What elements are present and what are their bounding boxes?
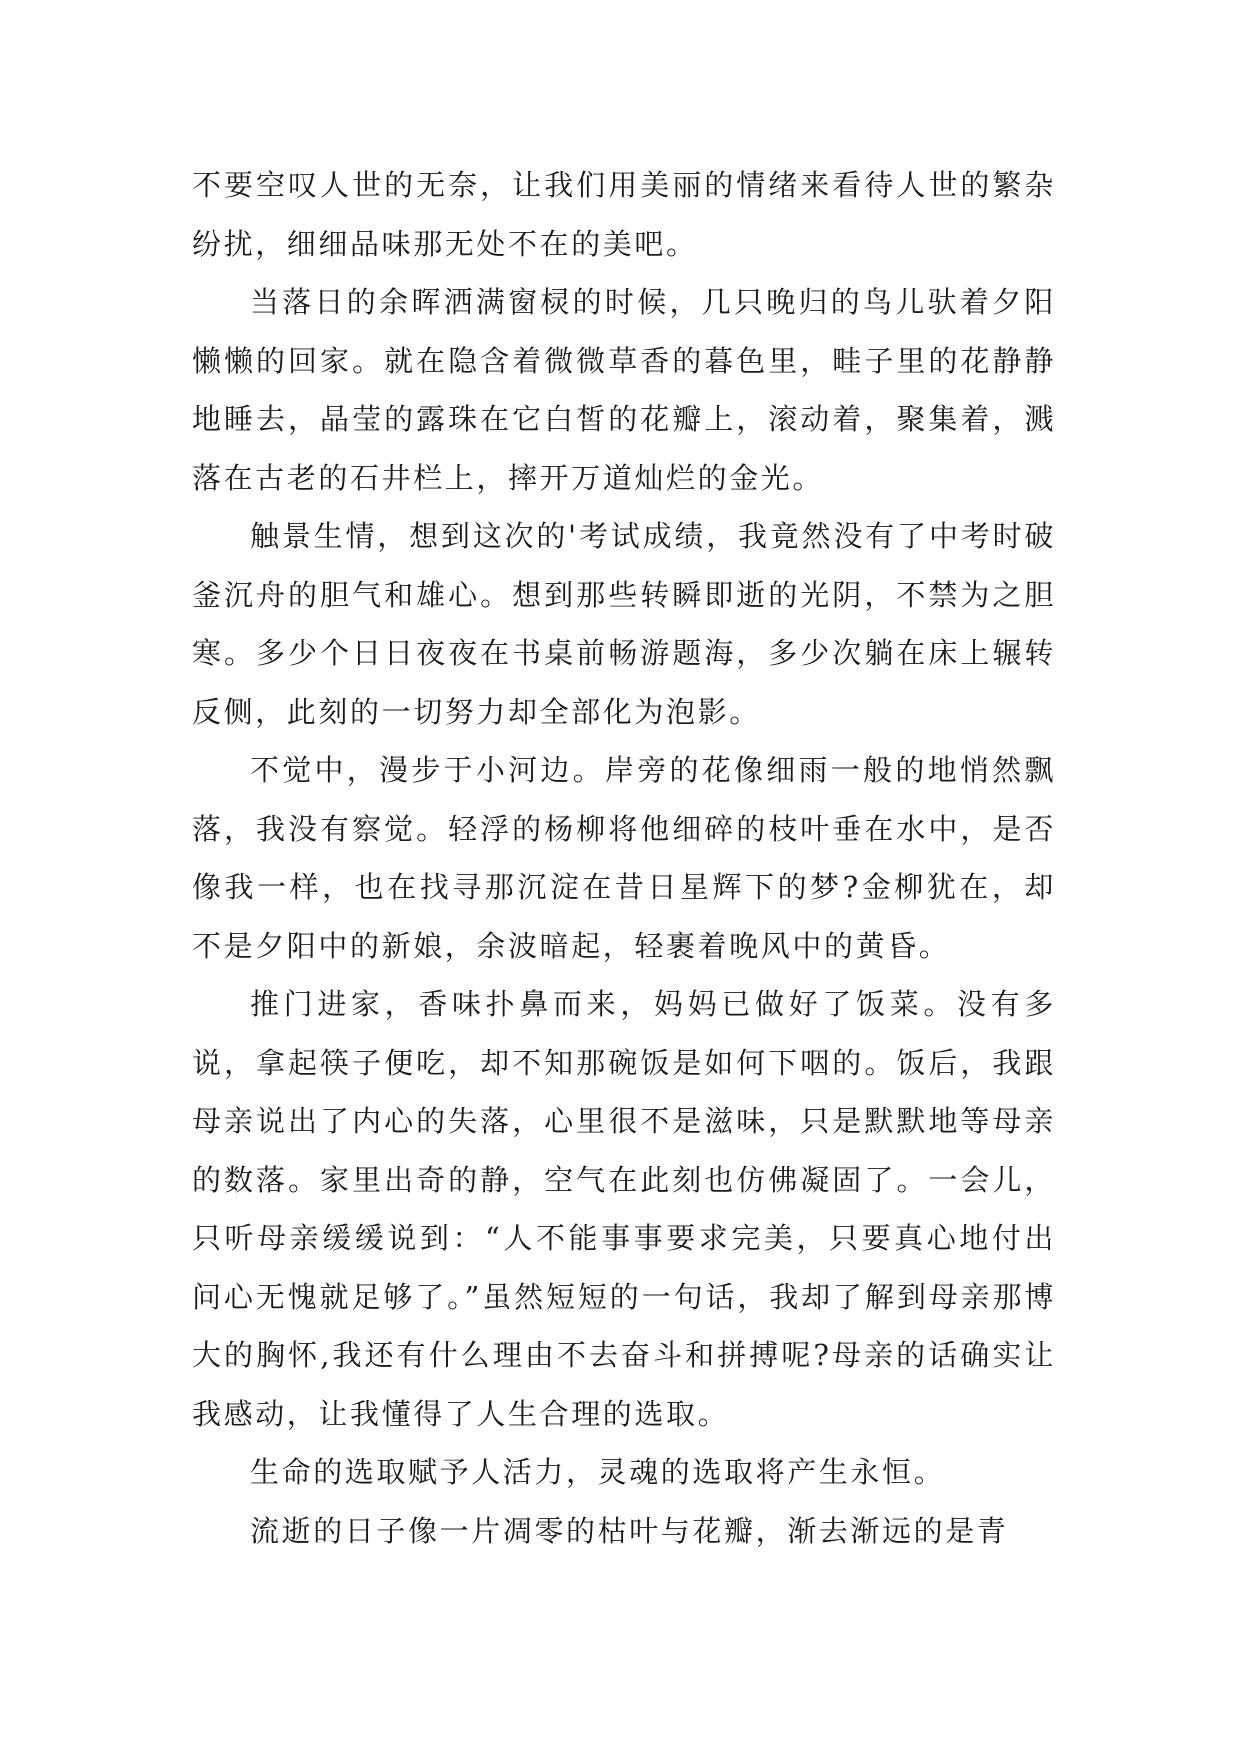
- document-page: [192, 156, 1056, 1560]
- paragraph-4: 不觉中，漫步于小河边。岸旁的花像细雨一般的地悄然飘落，我没有察觉。轻浮的杨柳将他细碎的枝叶垂在水中，是否像我一样，也在找寻那沉淀在昔日星辉下的梦?金柳犹在，却不是夕阳中的新娘，余波暗起，轻裹着晚风中的黄昏。: [192, 753, 1056, 963]
- paragraph-7: 流逝的日子像一片凋零的枯叶与花瓣，渐去渐远的是青: [250, 1513, 1009, 1548]
- paragraph-6: 生命的选取赋予人活力，灵魂的选取将产生永恒。: [250, 1455, 946, 1489]
- paragraph-3: 触景生情，想到这次的'考试成绩，我竟然没有了中考时破釜沉舟的胆气和雄心。想到那些转瞬即逝的光阴，不禁为之胆寒。多少个日日夜夜在书桌前畅游题海，多少次躺在床上辗转反侧，此刻的一切努力却全部化为泡影。: [192, 519, 1056, 729]
- paragraph-2: 当落日的余晖洒满窗棂的时候，几只晚归的鸟儿驮着夕阳懒懒的回家。就在隐含着微微草香的暮色里，畦子里的花静静地睡去，晶莹的露珠在它白皙的花瓣上，滚动着，聚集着，溅落在古老的石井栏上，摔开万道灿烂的金光。: [192, 285, 1056, 495]
- paragraph-5: 推门进家，香味扑鼻而来，妈妈已做好了饭菜。没有多说，拿起筷子便吃，却不知那碗饭是如何下咽的。饭后，我跟母亲说出了内心的失落，心里很不是滋味，只是默默地等母亲的数落。家里出奇的静，空气在此刻也仿佛凝固了。一会儿，只听母亲缓缓说到：“人不能事事要求完美，只要真心地付出问心无愧就足够了。”虽然短短的一句话，我却了解到母亲那博大的胸怀,我还有什么理由不去奋斗和拼搏呢?母亲的话确实让我感动，让我懂得了人生合理的选取。: [192, 987, 1056, 1431]
- paragraph-1: 不要空叹人世的无奈，让我们用美丽的情绪来看待人世的繁杂纷扰，细细品味那无处不在的美吧。: [192, 168, 1056, 261]
